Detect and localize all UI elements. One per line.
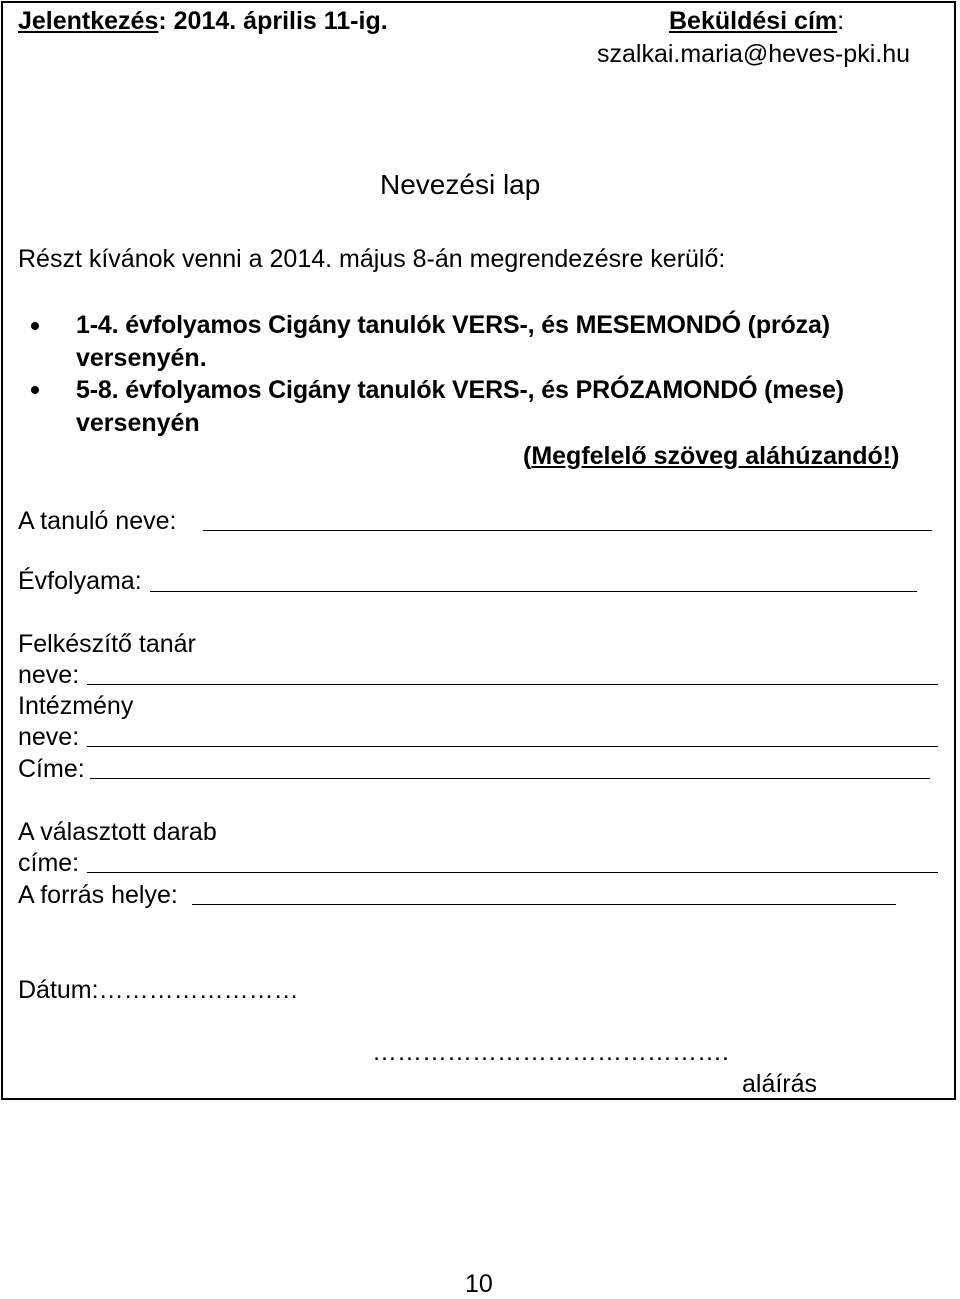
option-2-line-2: versenyén	[76, 409, 200, 437]
piece-label-line-1: A választott darab	[18, 818, 217, 846]
note-text: Megfelelő szöveg aláhúzandó!	[531, 442, 892, 470]
intro-text: Részt kívánok venni a 2014. május 8-án megrendezésre kerülő:	[18, 245, 726, 273]
teacher-label-line-2: neve:	[18, 661, 80, 689]
form-frame	[1, 1, 956, 1100]
deadline-separator: :	[158, 7, 167, 35]
teacher-label-line-1: Felkészítő tanár	[18, 630, 196, 658]
address-field[interactable]	[90, 778, 930, 779]
page-title: Nevezési lap	[380, 169, 541, 200]
institution-name-field[interactable]	[87, 746, 938, 747]
signature-label: aláírás	[742, 1070, 818, 1098]
deadline-line	[18, 6, 388, 36]
address-label: Beküldési cím	[669, 7, 838, 35]
date-line	[18, 975, 299, 1005]
deadline-value: 2014. április 11-ig.	[173, 7, 388, 35]
institution-label-line-1: Intézmény	[18, 692, 134, 720]
option-2-line-1: 5-8. évfolyamos Cigány tanulók VERS-, és PRÓZAMONDÓ (mese)	[76, 376, 844, 404]
grade-label: Évfolyama:	[18, 567, 142, 595]
piece-label-line-2: címe:	[18, 849, 80, 877]
address-field-label: Címe:	[18, 755, 85, 783]
grade-field[interactable]	[150, 591, 917, 592]
student-name-field[interactable]	[203, 530, 932, 531]
address-heading	[669, 6, 844, 36]
source-label: A forrás helye:	[18, 881, 178, 909]
institution-label-line-2: neve:	[18, 723, 80, 751]
student-name-label: A tanuló neve:	[18, 507, 177, 535]
date-field[interactable]: ……………………	[98, 976, 299, 1004]
option-1-line-2: versenyén.	[76, 344, 207, 372]
bullet-icon	[31, 322, 39, 330]
piece-title-field[interactable]	[87, 872, 938, 873]
signature-field[interactable]: …………………………………….	[372, 1038, 729, 1066]
deadline-label: Jelentkezés	[18, 7, 159, 35]
bullet-icon	[31, 386, 39, 394]
page-number: 10	[465, 1270, 493, 1298]
date-label: Dátum:	[18, 976, 99, 1004]
option-1-line-1: 1-4. évfolyamos Cigány tanulók VERS-, és MESEMONDÓ (próza)	[76, 311, 830, 339]
teacher-name-field[interactable]	[87, 684, 938, 685]
address-separator: :	[837, 7, 845, 35]
underline-note	[523, 441, 899, 471]
note-open: (	[523, 442, 532, 470]
source-field[interactable]	[192, 904, 896, 905]
address-value: szalkai.maria@heves-pki.hu	[597, 40, 911, 68]
note-close: )	[891, 442, 900, 470]
